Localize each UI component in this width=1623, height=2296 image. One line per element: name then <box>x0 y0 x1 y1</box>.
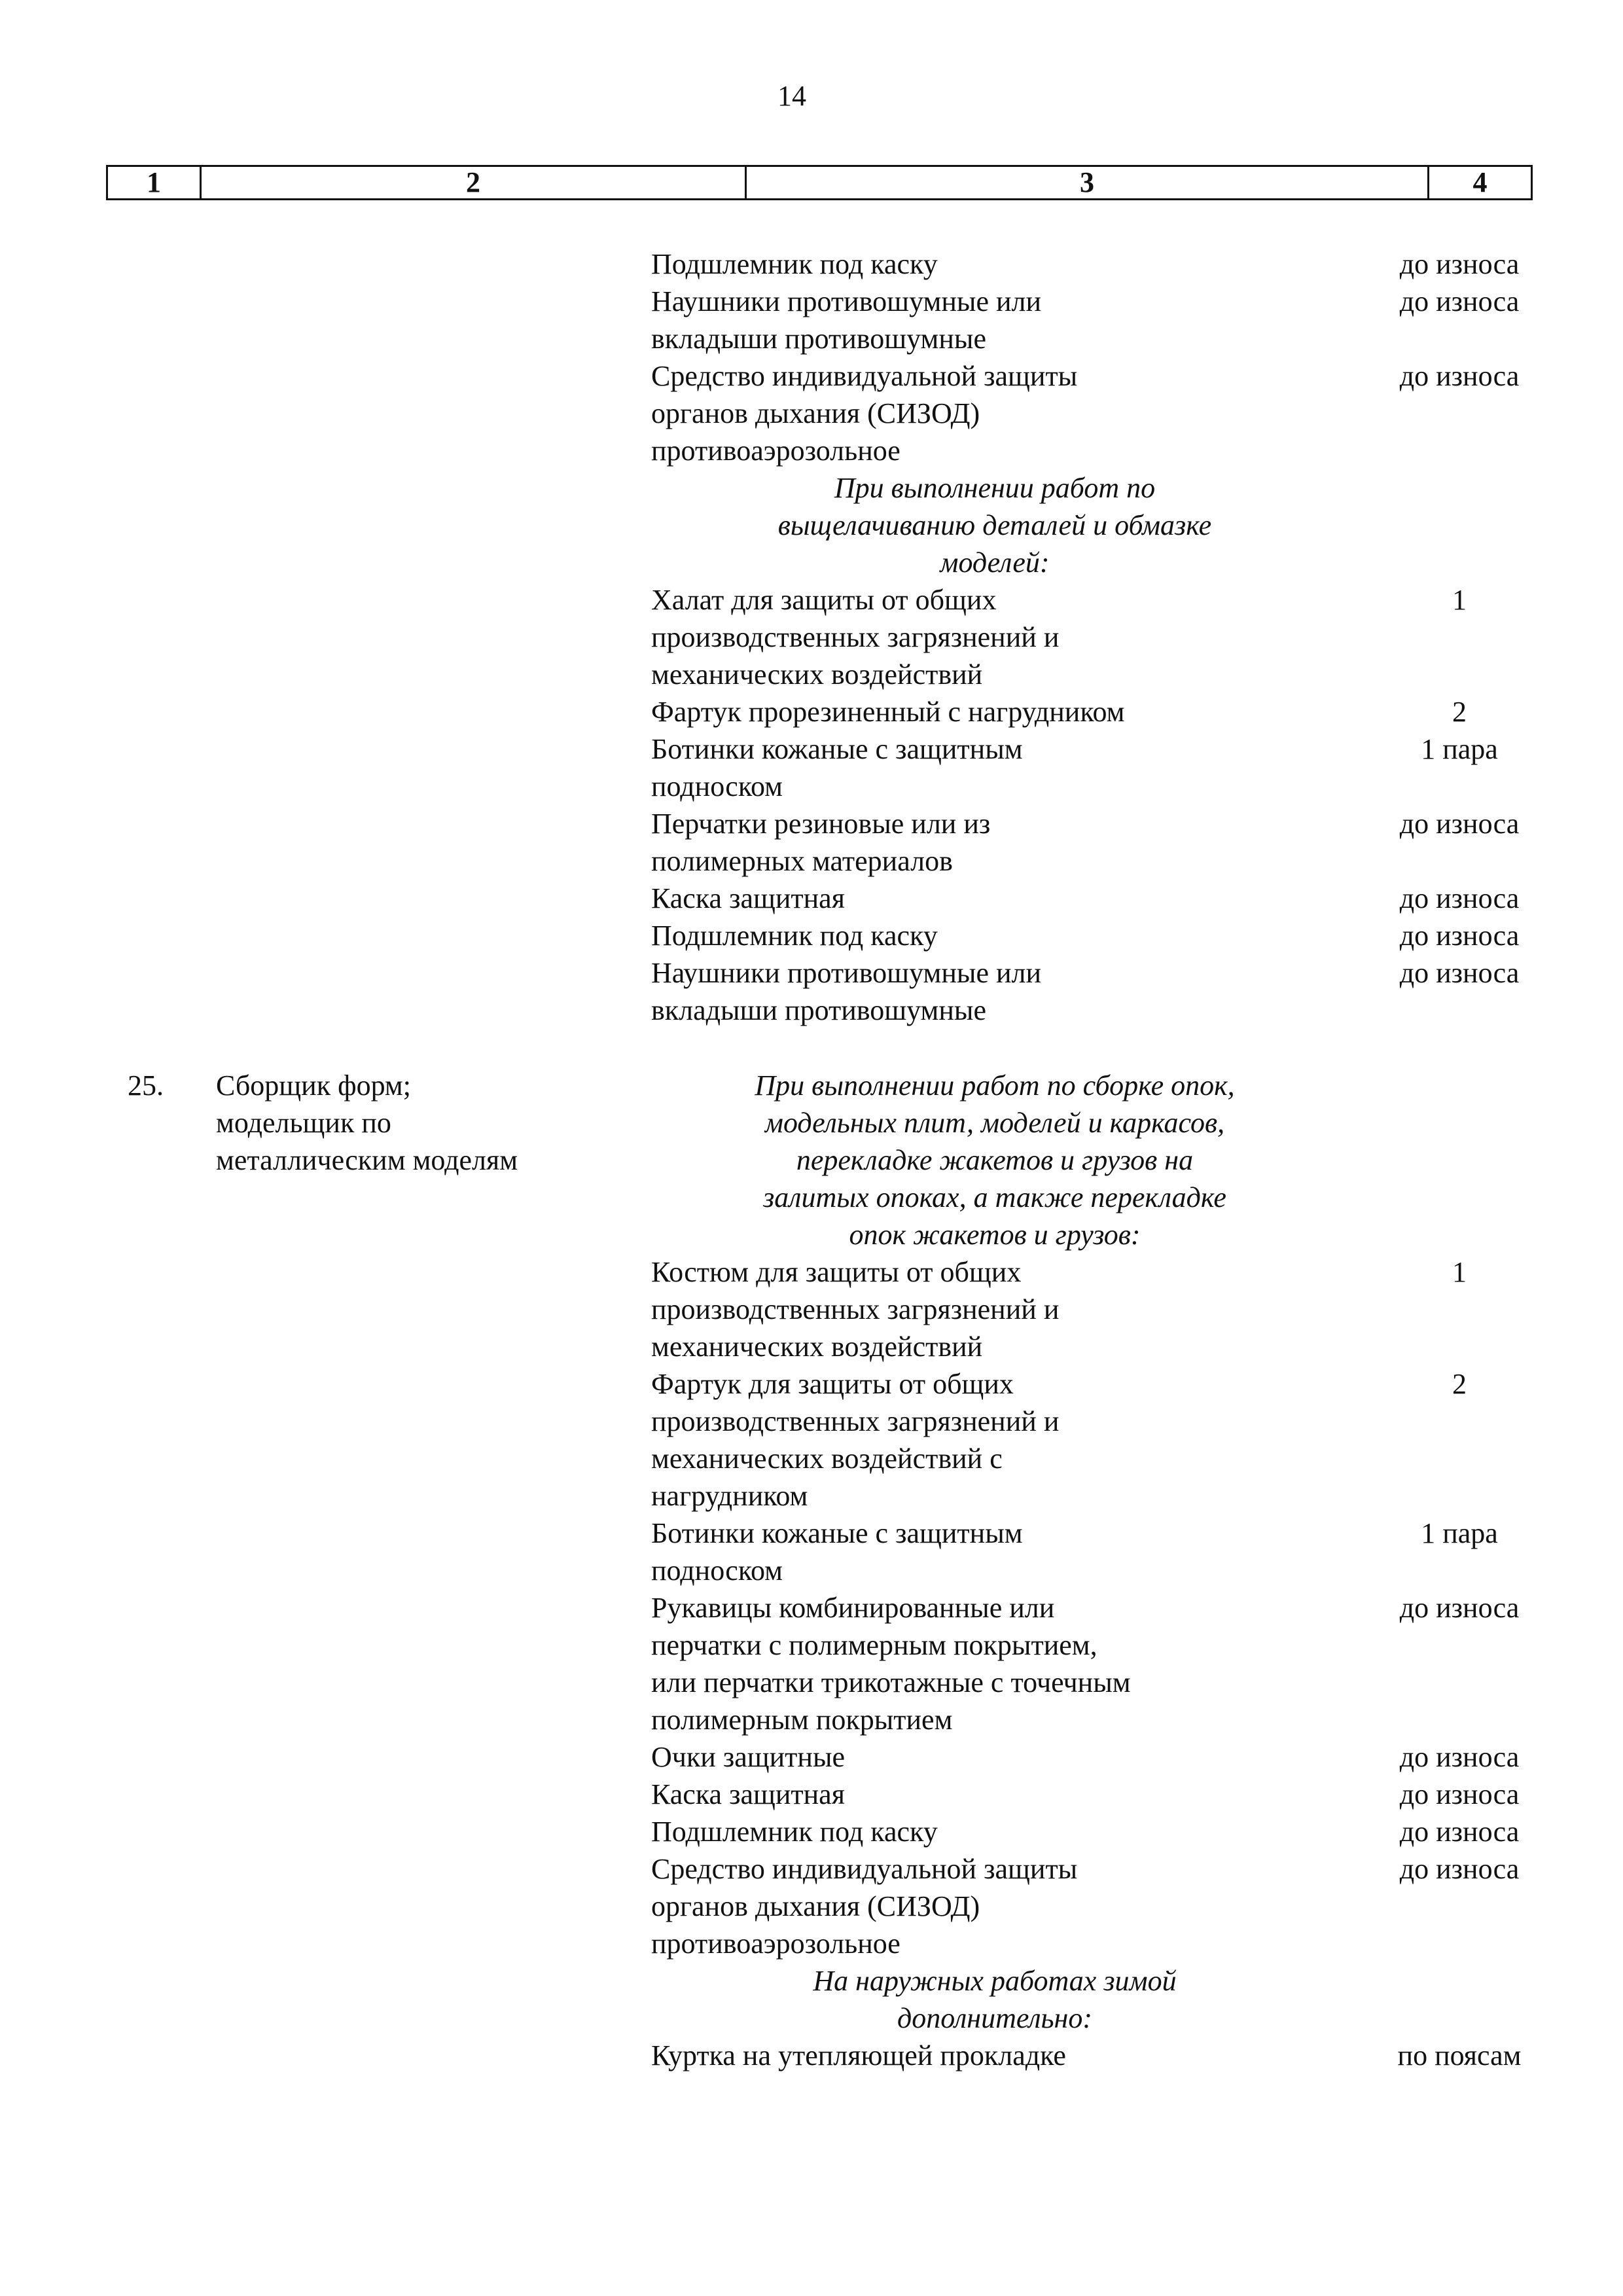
item-norm: до износа <box>1399 1853 1520 1885</box>
item-norm: до износа <box>1399 360 1520 392</box>
entry-number: 25. <box>128 1069 164 1102</box>
item-name: Средство индивидуальной защиты органов дыхания (СИЗОД) противоаэрозольное <box>651 1853 1078 1960</box>
item-norm: до износа <box>1399 1741 1520 1773</box>
item-name: Средство индивидуальной защиты органов дыхания (СИЗОД) противоаэрозольное <box>651 360 1078 467</box>
item-norm: до износа <box>1399 1778 1520 1810</box>
item-name: Халат для защиты от общих производственных загрязнений и механических воздействий <box>651 584 1060 691</box>
item-norm: до износа <box>1399 957 1520 989</box>
condition-note: При выполнении работ по выщелачиванию деталей и обмазке моделей: <box>777 472 1212 579</box>
item-norm: до износа <box>1399 808 1520 840</box>
header-col-4: 4 <box>1472 166 1488 198</box>
item-name: Наушники противошумные или вкладыши противошумные <box>651 957 1042 1026</box>
item-name: Фартук прорезиненный с нагрудником <box>651 696 1125 728</box>
item-name: Ботинки кожаные с защитным подноском <box>651 1517 1023 1587</box>
item-norm: до износа <box>1399 920 1520 952</box>
condition-note: На наружных работах зимой дополнительно: <box>813 1965 1177 2034</box>
item-name: Ботинки кожаные с защитным подноском <box>651 733 1023 802</box>
item-norm: 1 пара <box>1421 1517 1498 1549</box>
item-name: Подшлемник под каску <box>651 920 938 952</box>
item-name: Подшлемник под каску <box>651 248 938 280</box>
item-name: Очки защитные <box>651 1741 846 1773</box>
item-norm: до износа <box>1399 248 1520 280</box>
item-name: Куртка на утепляющей прокладке <box>651 2039 1066 2072</box>
profession-name: Сборщик форм; модельщик по металлическим моделям <box>216 1069 518 1176</box>
item-norm: до износа <box>1399 1816 1520 1848</box>
item-norm: до износа <box>1399 285 1520 317</box>
item-name: Перчатки резиновые или из полимерных материалов <box>651 808 991 877</box>
item-name: Костюм для защиты от общих производственных загрязнений и механических воздействий <box>651 1256 1060 1363</box>
header-col-3: 3 <box>1080 166 1094 198</box>
item-norm: до износа <box>1399 882 1520 914</box>
item-name: Каска защитная <box>651 1778 845 1810</box>
header-col-2: 2 <box>466 166 480 198</box>
item-norm: 2 <box>1452 696 1467 728</box>
item-norm: 1 <box>1452 1256 1467 1288</box>
item-name: Подшлемник под каску <box>651 1816 938 1848</box>
page-number: 14 <box>777 80 806 112</box>
item-name: Рукавицы комбинированные или перчатки с полимерным покрытием, или перчатки трикотажные с точечным полимерным покрытием <box>651 1592 1131 1736</box>
item-norm: 1 <box>1452 584 1467 616</box>
item-name: Наушники противошумные или вкладыши противошумные <box>651 285 1042 355</box>
header-col-1: 1 <box>147 166 161 198</box>
item-norm: 2 <box>1452 1368 1467 1400</box>
condition-note: При выполнении работ по сборке опок, модельных плит, моделей и каркасов, перекладке жакетов и грузов на залитых опоках, а также перекладке опок жакетов и грузов: <box>755 1069 1235 1251</box>
item-norm: до износа <box>1399 1592 1520 1624</box>
item-norm: 1 пара <box>1421 733 1498 765</box>
item-norm: по поясам <box>1397 2039 1522 2072</box>
item-name: Фартук для защиты от общих производственных загрязнений и механических воздействий с нагрудником <box>651 1368 1060 1512</box>
table-header <box>106 165 1533 200</box>
item-name: Каска защитная <box>651 882 845 914</box>
